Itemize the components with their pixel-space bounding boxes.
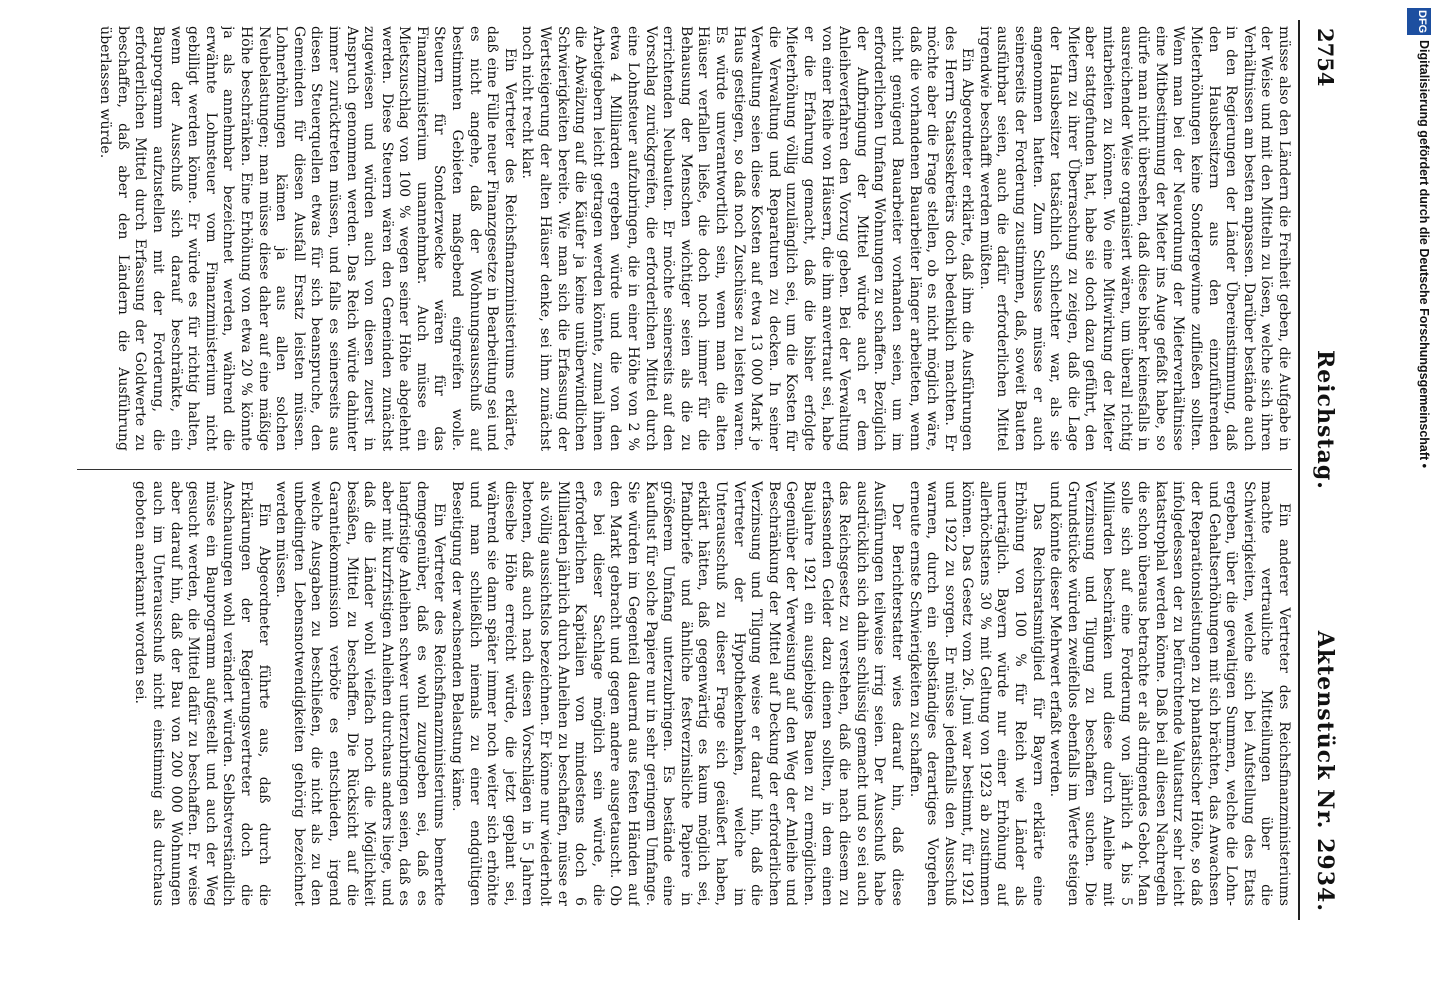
paragraph: Ein anderer Vertreter des Reichsfinanzministeriums machte vertrauliche Mitteilungen über die Schwierigkeiten, welche sich bei Aufstellung des Etats ergeben, über die gewaltigen Summen, welche die Lohn- und Gehaltserhöhungen mit sich brächten, das Anwachsen der Reparationsleistungen zu phantastischer Höhe, so daß infolgedessen der zu befürchtende Valutasturz sehr leicht katastrophal werden könne. Daß bei all diesen Nachregeln die schon überaus betrachte er als dringendes Gebot. Man solle sich auf eine Forderung von jährlich 4 bis 5 Milliarden beschränken und diese durch Anleihe mit Verzinsung und Tilgung zu beschaffen suchen. Die Grundstücke würden zweifellos ebenfalls im Werte steigen und könnte dieser Mehrwert erfaßt werden.	[1047, 481, 1292, 906]
column-divider	[77, 469, 1292, 470]
funding-note: Digitalisierung gefördert durch die Deutsche Forschungsgemeinschaft •	[1417, 40, 1431, 469]
document-page	[52, 20, 1342, 920]
paragraph: Ein Abgeordneter führte aus, daß durch die Erklärungen der Regierungsvertreter doch die Anschauungen wohl verändert würden. Selbstverständlich müsse ein Bauprogramm aufgestellt und auch der Weg gesucht werden, die Mittel dafür zu beschaffen. Er weise aber darauf hin, daß der Bau von 200 000 Wohnungen auch im Unterausschuß nicht einstimmig als durchaus geboten anerkannt worden sei.	[132, 481, 272, 906]
paragraph: Ein Vertreter des Reichsfinanzministeriums bemerkte demgegenüber, daß es wohl zuzugeben sei, daß es langfristige Anleihen schwer unterzubringen seien, daß es aber mit kurzfristigen Anleihen durchaus anders liege, und daß die Länder wohl vielfach noch die Möglichkeit besäßen, Mittel zu beschaffen. Die Rücksicht auf die Garantiekommission verböte es entschieden, irgend welche Ausgaben zu beschließen, die nicht als zu den unbedingten Lebensnotwendigkeiten gehörig bezeichnet werden müssen.	[273, 481, 448, 906]
page-header	[1302, 20, 1342, 920]
paragraph: Ein Abgeordneter erklärte, daß ihm die Ausführungen des Herrn Staatssekretärs doch bedenklich machten. Er möchte aber die Frage stellen, ob es nicht möglich wäre, daß die vorhandenen Bauarbeiter länger arbeiteten, wenn nicht genügend Bauarbeiter vorhanden seien, um im erforderlichen Umfang Wohnungen zu schaffen. Bezüglich der Aufbringung der Mittel würde auch er dem Anleiheverfahren den Vorzug geben. Bei der Verwaltung von einer Reihe von Häusern, die ihm anvertraut sei, habe er die Erfahrung gemacht, daß die bisher erfolgte Mieterhöhung völlig unzulänglich sei, um die Kosten für die Verwaltung und Reparaturen zu decken. In seiner Verwaltung seien diese Kosten auf etwa 13 000 Mark je Haus gestiegen, so daß noch Zuschüsse zu leisten waren. Es würde unverantwortlich sein, wenn man die alten Häuser verfallen ließe, die doch noch immer für die Behausung der Menschen wichtiger seien als die zu errichtenden Neubauten. Er möchte seinerseits auf den Vorschlag zurückgreifen, die erforderlichen Mittel durch eine Lohnsteuer aufzubringen, die in einer Höhe von 2 % etwa 4 Milliarden ergeben würde und die von den Arbeitgebern leicht getragen werden könnte, zumal ihnen die Abwälzung auf die Käufer ja keine unüberwindlichen Schwierigkeiten bereite. Wie man sich die Erfassung der Wertsteigerung der alten Häuser denke, sei ihm zunächst noch nicht recht klar.	[519, 26, 976, 451]
digitization-credit	[1405, 0, 1434, 1000]
document-number: Aktenstück Nr. 2934.	[1312, 630, 1338, 912]
paragraph: müsse also den Ländern die Freiheit geben, die Aufgabe in der Weise und mit den Mitteln zu lösen, welche sich ihren Verhältnissen am besten anpassen. Darüber bestände auch in den Regierungen der Länder Übereinstimmung, daß den Hausbesitzern aus den einzuführenden Mieterhöhungen keine Sondergewinne zufließen sollten. Wenn man bei der Neuordnung der Mieterverhältnisse eine Mitbestimmung der Mieter ins Auge gefaßt habe, so dürfe man nicht übersehen, daß diese bisher keinesfalls in ausreichender Weise organisiert wären, um überall richtig mitarbeiten zu können. Wo eine Mitwirkung der Mieter aber stattgefunden hat, habe sie doch dazu geführt, den Mietern zu ihrer Überraschung zu zeigen, daß die Lage der Hausbesitzer tatsächlich schlechter war, als sie angenommen hatten. Zum Schlusse müsse er auch seinerseits der Forderung zustimmen, daß, soweit Bauten ausführbar seien, auch die dafür erforderlichen Mittel irgendwie beschafft werden müßten.	[976, 26, 1292, 451]
left-column	[62, 26, 1292, 451]
page-number: 2754	[1313, 28, 1338, 87]
page-title: Reichstag.	[1312, 350, 1338, 490]
paragraph: Das Reichsratsmitglied für Bayern erklärte eine Erhöhung von 100 % für Reich wie Länder als unerträglich. Bayern würde nur einer Erhöhung auf allerhöchstens 30 % mit Geltung von 1923 ab zustimmen können. Das Gesetz vom 26. Juni war bestimmt, für 1921 und 1922 zu sorgen. Er müsse jedenfalls den Ausschuß warnen, durch ein selbständiges derartiges Vorgehen erneute ernste Schwierigkeiten zu schaffen.	[906, 481, 1046, 906]
paragraph: Ein Vertreter des Reichsfinanzministeriums erklärte, daß eine Fülle neuer Finanzgesetze in Bearbeitung sei und es nicht angehe, daß der Wohnungsausschuß auf bestimmten Gebieten maßgebend eingreifen wolle. Steuern für Sonderzwecke wären für das Finanzministerium unannehmbar. Auch müsse ein Mietszuschlag von 100 % wegen seiner Höhe abgelehnt werden. Diese Steuern wären den Gemeinden zunächst zugewiesen und würden auch von diesen zuerst in Anspruch genommen werden. Das Reich würde dahinter immer zurücktreten müssen, und falls es seinerseits aus diesen Steuerquellen etwas für sich beanspruche, den Gemeinden für diesen Ausfall Ersatz leisten müssen. Lohnerhöhungen kämen ja aus allen solchen Neubelastungen; man müsse diese daher auf eine mäßige Höhe beschränken. Eine Erhöhung von etwa 20 % könnte ja als annehmbar bezeichnet werden, während die erwähnte Lohnsteuer vom Finanzministerium nicht gebilligt werden könne. Er würde es für richtig halten, wenn der Ausschuß sich darauf beschränkte, ein Bauprogramm aufzustellen mit der Forderung, die erforderlichen Mittel durch Erfassung der Goldwerte zu beschaffen, daß aber den Ländern die Ausführung überlassen würde.	[97, 26, 518, 451]
paragraph: Der Berichterstatter wies darauf hin, daß diese Ausführungen teilweise irrig seien. Der Ausschuß habe ausdrücklich sich dahin schlüssig gemacht und so sei auch das Reichsgesetz zu verstehen, daß die nach diesem zu erfassenden Gelder dazu dienen sollten, in dem einen Baujahre 1921 ein ausgiebiges Bauen zu ermöglichen. Gegenüber der Verweisung auf den Weg der Anleihe und Beschränkung der Mittel auf Deckung der erforderlichen Verzinsung und Tilgung weise er darauf hin, daß die Vertreter der Hypothekenbanken, welche im Unterausschuß zu dieser Frage sich geäußert haben, erklärt hätten, daß gegenwärtig es kaum möglich sei, Pfandbriefe und ähnliche festverzinsliche Papiere in größerem Umfang unterzubringen. Es bestände eine Kauflust für solche Papiere nur in sehr geringem Umfange. Sie würden im Gegenteil dauernd aus festen Händen auf den Markt gebracht und gegen andere ausgetauscht. Ob es bei dieser Sachlage möglich sein würde, die erforderlichen Kapitalien von mindestens doch 6 Milliarden jährlich durch Anleihen zu beschaffen, müsse er als völlig aussichtslos bezeichnen. Er könne nur wiederholt betonen, daß auch nach diesen Vorschlägen in 5 Jahren dieselbe Höhe erreicht würde, die jetzt geplant sei, während sie dann später immer noch weiter sich erhöhte und man schließlich niemals zu einer endgültigen Beseitigung der wachsenden Belastung käme.	[449, 481, 905, 906]
header-rule	[1298, 20, 1300, 920]
right-column	[62, 481, 1292, 906]
dfg-logo: DFG	[1407, 8, 1431, 35]
